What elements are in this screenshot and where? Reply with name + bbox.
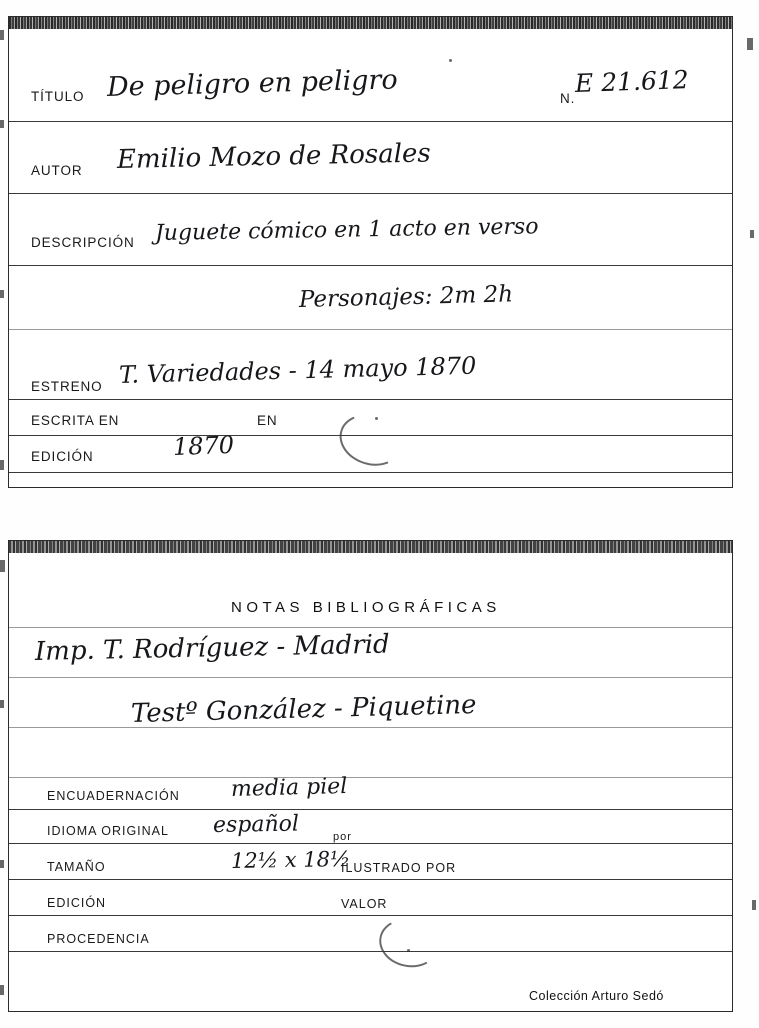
scan-edge-mark — [0, 290, 4, 298]
rule-line — [9, 727, 732, 728]
value-titulo: De peligro en peligro — [106, 64, 399, 103]
catalog-card-front — [8, 16, 733, 488]
value-idioma-original: español — [212, 811, 300, 838]
scan-edge-mark — [0, 560, 5, 572]
label-procedencia: PROCEDENCIA — [47, 932, 150, 946]
scan-edge-mark — [0, 460, 4, 470]
scan-edge-mark — [0, 860, 4, 868]
collection-credit: Colección Arturo Sedó — [529, 989, 664, 1003]
rule-line — [9, 121, 732, 122]
ink-smudge — [375, 913, 444, 972]
note-line-1: Imp. T. Rodríguez - Madrid — [34, 629, 390, 667]
scan-speck — [407, 949, 410, 952]
rule-line — [9, 329, 732, 330]
label-titulo: TÍTULO — [31, 89, 85, 104]
value-estreno: T. Variedades - 14 mayo 1870 — [118, 351, 477, 389]
rule-line — [9, 677, 732, 678]
value-descripcion: Juguete cómico en 1 acto en verso — [154, 214, 539, 246]
label-edicion-back: EDICIÓN — [47, 896, 107, 910]
card-top-edge-front — [9, 17, 732, 29]
label-edicion: EDICIÓN — [31, 449, 94, 464]
scan-edge-mark — [750, 230, 754, 238]
value-autor: Emilio Mozo de Rosales — [116, 138, 432, 175]
rule-line — [9, 777, 732, 778]
value-edicion: 1870 — [172, 430, 235, 461]
label-en: EN — [257, 413, 278, 428]
label-valor: VALOR — [341, 897, 388, 911]
scan-speck — [449, 59, 452, 62]
rule-line — [9, 951, 732, 952]
label-ilustrado-por: ILUSTRADO POR — [341, 861, 457, 875]
rule-line — [9, 809, 732, 810]
rule-line — [9, 472, 732, 473]
label-por: por — [333, 831, 352, 843]
scan-edge-mark — [747, 38, 753, 50]
label-escrita-en: ESCRITA EN — [31, 413, 120, 428]
rule-line — [9, 843, 732, 844]
label-tamano: TAMAÑO — [47, 860, 106, 874]
label-idioma-original: IDIOMA ORIGINAL — [47, 824, 169, 838]
rule-line — [9, 265, 732, 266]
scan-edge-mark — [0, 30, 4, 40]
label-autor: AUTOR — [31, 163, 83, 178]
ink-smudge — [333, 406, 409, 473]
label-numero: N. — [560, 91, 576, 106]
catalog-card-back — [8, 540, 733, 1012]
value-descripcion-line2: Personajes: 2m 2h — [298, 281, 514, 313]
label-descripcion: DESCRIPCIÓN — [31, 235, 135, 250]
label-estreno: ESTRENO — [31, 379, 103, 394]
rule-line — [9, 399, 732, 400]
rule-line — [9, 879, 732, 880]
rule-line — [9, 915, 732, 916]
scan-edge-mark — [0, 120, 4, 128]
scan-edge-mark — [0, 985, 4, 995]
rule-line — [9, 627, 732, 628]
rule-line — [9, 193, 732, 194]
value-encuadernacion: media piel — [230, 773, 348, 802]
label-encuadernacion: ENCUADERNACIÓN — [47, 789, 180, 803]
value-tamano: 12½ x 18½ — [230, 846, 351, 873]
scan-edge-mark — [0, 700, 4, 708]
note-line-2: Testº González - Piquetine — [130, 689, 477, 729]
scan-speck — [375, 417, 378, 420]
card-top-edge-back — [9, 541, 732, 553]
scan-edge-mark — [752, 900, 756, 910]
notes-heading: NOTAS BIBLIOGRÁFICAS — [231, 599, 501, 616]
value-numero: E 21.612 — [574, 65, 690, 98]
